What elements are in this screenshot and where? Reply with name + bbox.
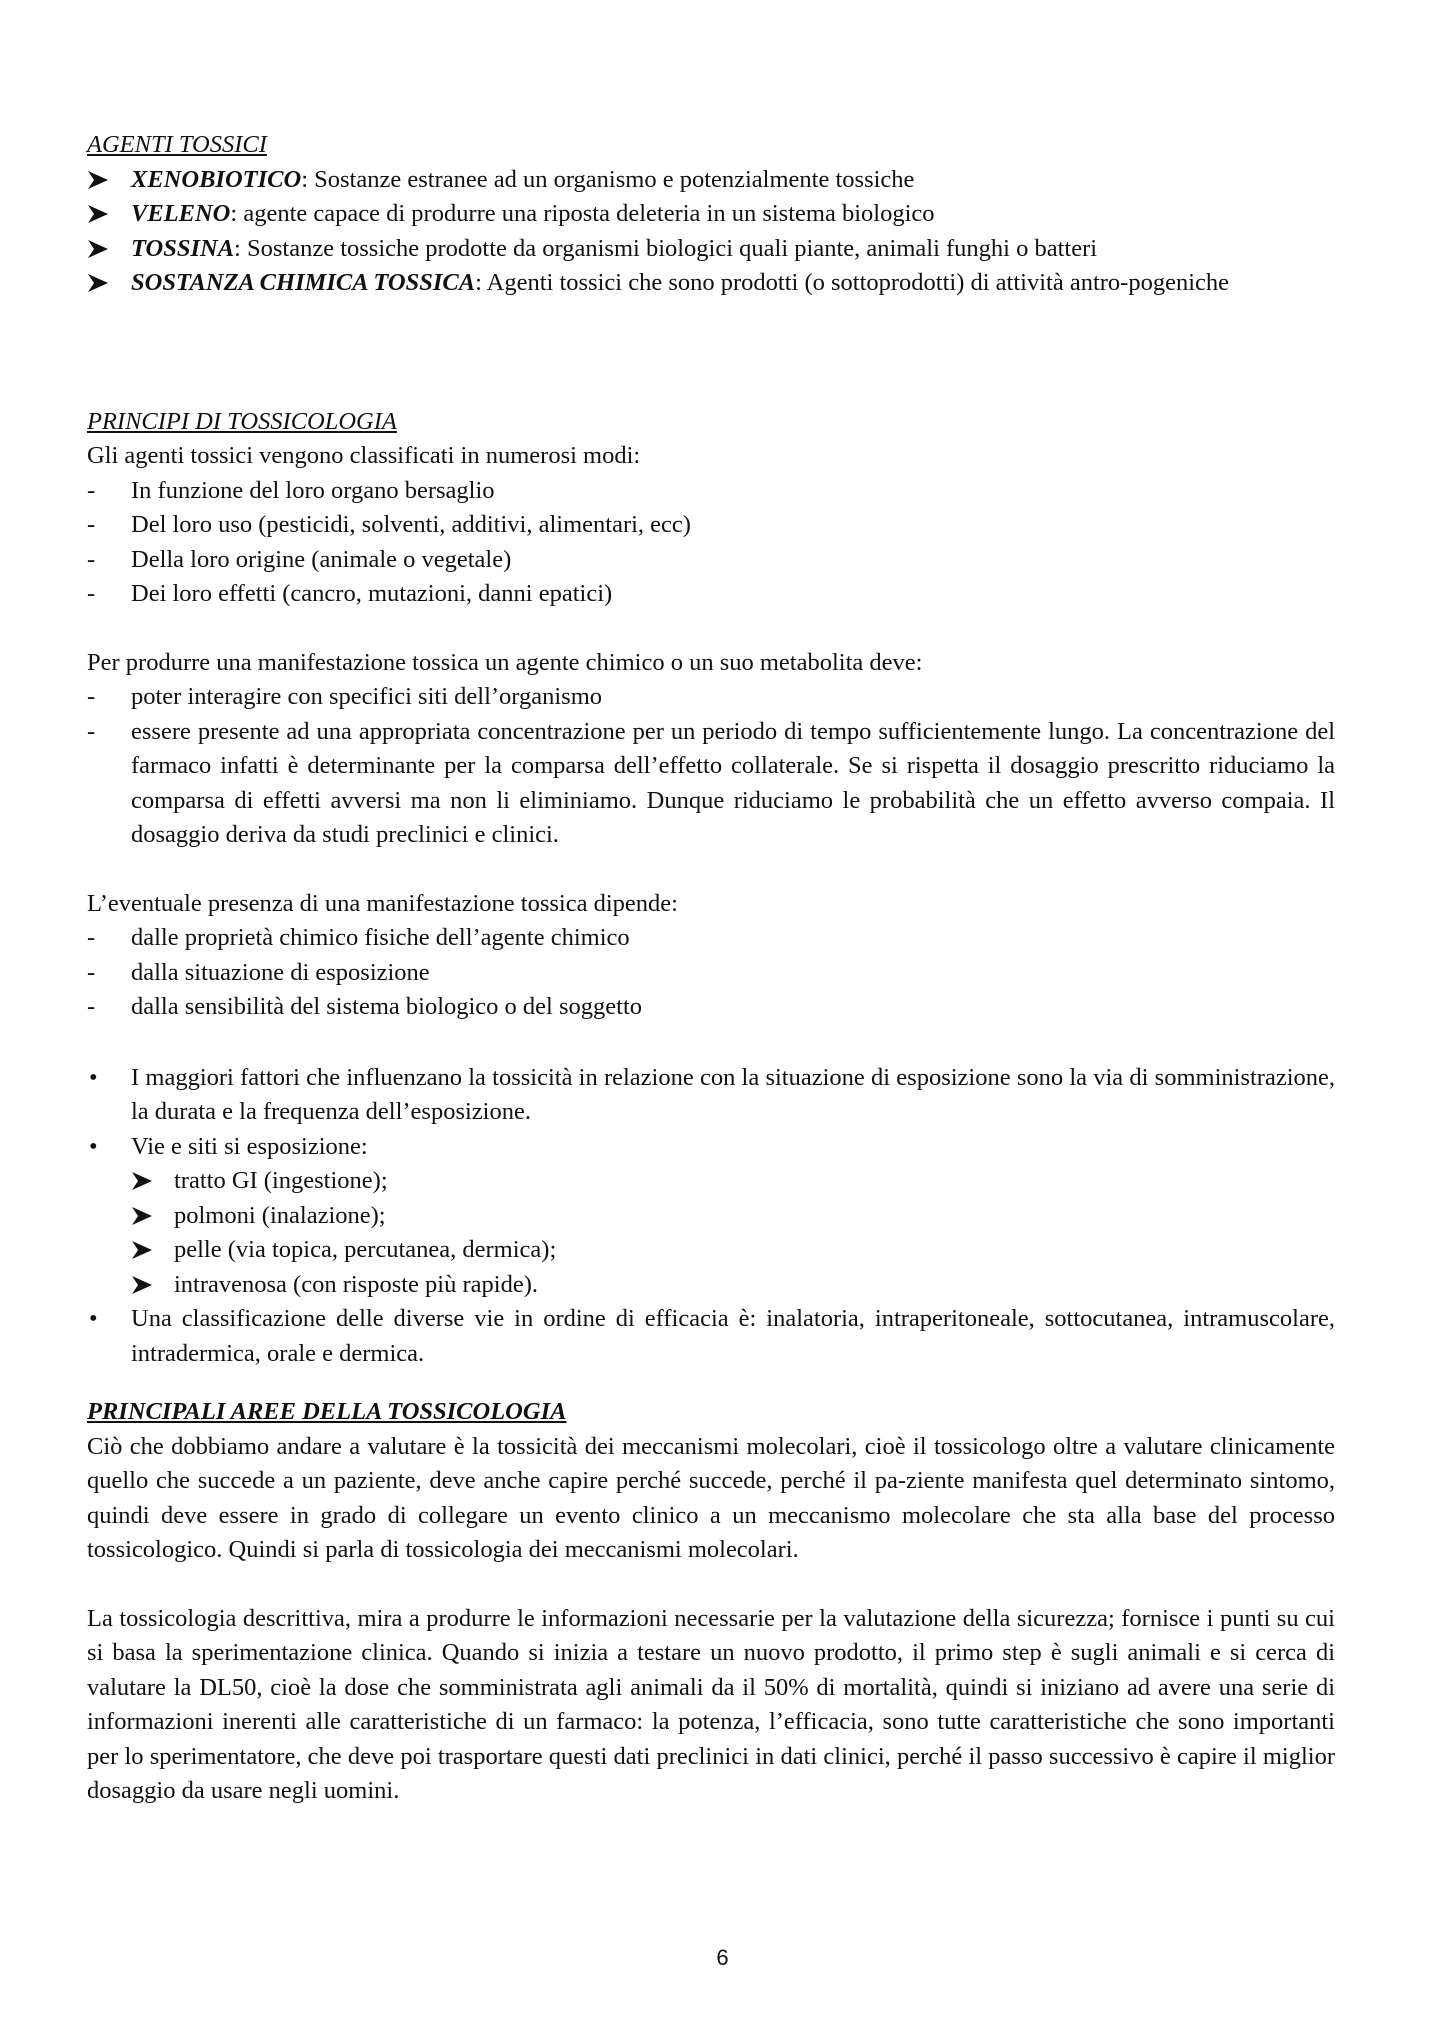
- definition: : Agenti tossici che sono prodotti (o sottoprodotti) di attività antro-pogeniche: [475, 269, 1230, 296]
- arrow-bullet-icon: [131, 1164, 153, 1199]
- bullet-dot: •: [89, 1063, 98, 1091]
- sub-list-item: [87, 1233, 1335, 1268]
- paragraph: L’eventuale presenza di una manifestazione tossica dipende:: [87, 889, 678, 917]
- section-title-agenti-tossici: AGENTI TOSSICI: [87, 131, 267, 158]
- dash-bullet: -: [87, 476, 96, 504]
- list-item-text: Dei loro effetti (cancro, mutazioni, danni epatici): [131, 580, 613, 607]
- list-item: [87, 990, 1335, 1025]
- arrow-bullet-icon: [87, 197, 117, 232]
- arrow-bullet-icon: [87, 232, 117, 267]
- list-item-text: Della loro origine (animale o vegetale): [131, 545, 512, 573]
- list-item-text: Del loro uso (pesticidi, solventi, additivi, alimentari, ecc): [131, 511, 691, 538]
- paragraph: Gli agenti tossici vengono classificati in numerosi modi:: [87, 442, 641, 469]
- bullet-text: Una classificazione delle diverse vie in ordine di efficacia è: inalatoria, intraperitoneale, sottocutanea, intramuscolare, intradermica, orale e dermica.: [131, 1305, 1335, 1367]
- list-item: [87, 921, 1335, 956]
- sub-list-item-text: pelle (via topica, percutanea, dermica);: [174, 1236, 557, 1263]
- list-item-text: dalla situazione di esposizione: [131, 958, 430, 986]
- list-item-xenobiotico: [87, 163, 1335, 198]
- sub-list-item: [87, 1268, 1335, 1303]
- list-item: [87, 577, 1335, 612]
- list-item: [87, 543, 1335, 578]
- dash-bullet: -: [87, 717, 96, 745]
- bullet-item: [87, 1061, 1335, 1130]
- sub-list-item-text: intravenosa (con risposte più rapide).: [174, 1270, 538, 1298]
- definition: : Sostanze tossiche prodotte da organismi biologici quali piante, animali funghi o batteri: [234, 234, 1098, 262]
- dash-bullet: -: [87, 511, 96, 538]
- list-item: [87, 680, 1335, 715]
- list-item-text: dalle proprietà chimico fisiche dell’agente chimico: [131, 924, 630, 951]
- dash-bullet: -: [87, 924, 96, 951]
- definition: : Sostanze estranee ad un organismo e potenzialmente tossiche: [301, 165, 915, 193]
- term: VELENO: [131, 200, 231, 227]
- list-item: [87, 715, 1335, 853]
- arrow-bullet-icon: [131, 1268, 153, 1303]
- sub-list-item: [87, 1164, 1335, 1199]
- bullet-dot: •: [89, 1132, 98, 1160]
- sub-list-item-text: polmoni (inalazione);: [174, 1201, 386, 1229]
- bullet-item: [87, 1302, 1335, 1371]
- bullet-item: [87, 1130, 1335, 1165]
- document-page: [87, 128, 1335, 1809]
- arrow-bullet-icon: [131, 1233, 153, 1268]
- dash-bullet: -: [87, 683, 96, 710]
- list-item: [87, 508, 1335, 543]
- dash-bullet: -: [87, 958, 96, 986]
- dash-bullet: -: [87, 993, 96, 1020]
- list-item-sostanza-chimica-tossica: [87, 266, 1335, 301]
- sub-list-item-text: tratto GI (ingestione);: [174, 1167, 388, 1194]
- arrow-bullet-icon: [87, 266, 117, 301]
- section-title-principi: PRINCIPI DI TOSSICOLOGIA: [87, 407, 397, 435]
- sub-list-item: [87, 1199, 1335, 1234]
- paragraph: Per produrre una manifestazione tossica un agente chimico o un suo metabolita deve:: [87, 648, 923, 676]
- paragraph: Ciò che dobbiamo andare a valutare è la tossicità dei meccanismi molecolari, cioè il tossicologo oltre a valutare clinicamente quello che succede a un paziente, deve anche capire perché succede, perché il pa-ziente manifesta quel determinato sintomo, quindi deve essere in grado di collegare un evento clinico a un meccanismo molecolare che sta alla base del processo tossicologico. Quindi si parla di tossicologia dei meccanismi molecolari.: [87, 1432, 1335, 1563]
- list-item-veleno: [87, 197, 1335, 232]
- list-item-tossina: [87, 232, 1335, 267]
- page-number: 6: [716, 1945, 729, 1970]
- term: XENOBIOTICO: [131, 165, 302, 193]
- list-item-text: In funzione del loro organo bersaglio: [131, 476, 495, 504]
- list-item-text: essere presente ad una appropriata concentrazione per un periodo di tempo sufficientemente lungo. La concentrazione del farmaco infatti è determinante per la comparsa dell’effetto collaterale. Se si rispetta il dosaggio prescritto riduciamo la comparsa di effetti avversi ma non li eliminiamo. Dunque riduciamo le probabilità che un effetto avverso compaia. Il dosaggio deriva da studi preclinici e clinici.: [131, 717, 1335, 848]
- bullet-text: I maggiori fattori che influenzano la tossicità in relazione con la situazione di esposizione sono la via di somministrazione, la durata e la frequenza dell’esposizione.: [131, 1063, 1335, 1125]
- list-item: [87, 474, 1335, 509]
- dash-bullet: -: [87, 580, 96, 607]
- bullet-text: Vie e siti si esposizione:: [131, 1132, 368, 1160]
- term: SOSTANZA CHIMICA TOSSICA: [131, 269, 476, 296]
- arrow-bullet-icon: [87, 163, 117, 198]
- arrow-bullet-icon: [131, 1199, 153, 1234]
- bullet-dot: •: [89, 1305, 98, 1332]
- list-item-text: poter interagire con specifici siti dell’organismo: [131, 683, 603, 710]
- section-title-principali-aree: PRINCIPALI AREE DELLA TOSSICOLOGIA: [87, 1398, 567, 1425]
- list-item: [87, 956, 1335, 991]
- list-item-text: dalla sensibilità del sistema biologico o del soggetto: [131, 993, 643, 1020]
- term: TOSSINA: [131, 234, 235, 262]
- dash-bullet: -: [87, 545, 96, 573]
- paragraph: La tossicologia descrittiva, mira a produrre le informazioni necessarie per la valutazione della sicurezza; fornisce i punti su cui si basa la sperimentazione clinica. Quando si inizia a testare un nuovo prodotto, il primo step è sugli animali e si cerca di valutare la DL50, cioè la dose che somministrata agli animali da il 50% di mortalità, quindi si iniziano ad avere una serie di informazioni inerenti alle caratteristiche di un farmaco: la potenza, l’efficacia, sono tutte caratteristiche che sono importanti per lo sperimentatore, che deve poi trasportare questi dati preclinici in dati clinici, perché il passo successivo è capire il miglior dosaggio da usare negli uomini.: [87, 1604, 1335, 1804]
- definition: : agente capace di produrre una riposta deleteria in un sistema biologico: [230, 200, 935, 227]
